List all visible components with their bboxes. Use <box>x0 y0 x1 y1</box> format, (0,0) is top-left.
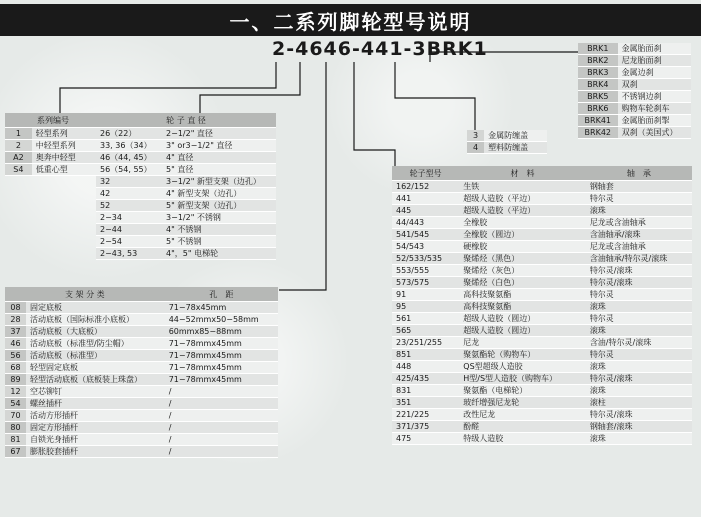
table-row <box>578 115 691 127</box>
table-cell: 67 <box>5 446 26 458</box>
table-cell: 2−43, 53 <box>96 248 162 260</box>
table-cell: 71−78mmx45mm <box>165 362 278 374</box>
table-cell: 553/555 <box>392 265 459 277</box>
table-cell: 超级人造胶（圆边） <box>459 325 586 337</box>
table-cell: H型/S型人造胶（购物车） <box>459 373 586 385</box>
table-cell: 42 <box>96 188 162 200</box>
table-row <box>96 200 276 212</box>
table-row <box>392 205 692 217</box>
table-row <box>96 140 276 152</box>
table-row <box>5 128 101 140</box>
table-cell: 4" 新型支架（边孔） <box>162 188 276 200</box>
connector-cover <box>395 62 475 130</box>
table-row <box>392 313 692 325</box>
table-cell: 钢轴套 <box>586 181 692 193</box>
table-cell: 滚珠 <box>586 433 692 445</box>
table-cell: BRK6 <box>578 103 618 115</box>
table-row <box>5 398 278 410</box>
table-cell: 改性尼龙 <box>459 409 586 421</box>
table-cell: 70 <box>5 410 26 422</box>
connector-bracket <box>279 62 326 290</box>
table-cell: 54 <box>5 398 26 410</box>
table-cell: BRK42 <box>578 127 618 139</box>
table-cell: 自锁光身插杆 <box>26 434 165 446</box>
table-cell: 4" 直径 <box>162 152 276 164</box>
table-cell: / <box>165 398 278 410</box>
table-cell: 活动底板（标准型） <box>26 350 165 362</box>
table-row <box>5 350 278 362</box>
table-row <box>392 301 692 313</box>
table-cell: 565 <box>392 325 459 337</box>
table-cell: 聚氨酯（电梯轮） <box>459 385 586 397</box>
table-cell: 445 <box>392 205 459 217</box>
table-cell: 71−78mmx45mm <box>165 338 278 350</box>
table-row <box>578 79 691 91</box>
table-row <box>392 421 692 433</box>
table-cell: 特尔灵 <box>586 193 692 205</box>
table-row <box>5 152 101 164</box>
table-cell: 4" 不锈钢 <box>162 224 276 236</box>
table-cell: 高科技聚氨酯 <box>459 301 586 313</box>
table-cell: 561 <box>392 313 459 325</box>
table-cell: 不锈钢边刹 <box>618 91 691 103</box>
table-cell: 特尔灵 <box>586 313 692 325</box>
table-cell: 活动方形插杆 <box>26 410 165 422</box>
table-cell: 46 <box>5 338 26 350</box>
table-row <box>96 224 276 236</box>
table-cell: 52 <box>96 200 162 212</box>
table-cell: 滚珠 <box>586 205 692 217</box>
table-row <box>96 113 276 128</box>
table-cell: 尼龙 <box>459 337 586 349</box>
table-cell: 金属胎面刹 <box>618 43 691 55</box>
table-cell: / <box>165 446 278 458</box>
table-cell: / <box>165 410 278 422</box>
table-cell: 371/375 <box>392 421 459 433</box>
table-cell: 中轻型系列 <box>32 140 101 152</box>
table-cell: 44−52mmx50−58mm <box>165 314 278 326</box>
table-row <box>392 166 692 181</box>
table-cell: 聚氨酯轮（购物车） <box>459 349 586 361</box>
table-row <box>578 127 691 139</box>
table-cell: 162/152 <box>392 181 459 193</box>
table-row <box>5 302 278 314</box>
table-row <box>5 164 101 176</box>
table-cell: 尼龙胎面刹 <box>618 55 691 67</box>
table-cell: 生铁 <box>459 181 586 193</box>
table-row <box>5 410 278 422</box>
bearing-header: 轴 承 <box>586 166 692 181</box>
table-cell: 高科技聚氨酯 <box>459 289 586 301</box>
table-cell: 08 <box>5 302 26 314</box>
table-cell: 71−78x45mm <box>165 302 278 314</box>
table-cell: 轻型系列 <box>32 128 101 140</box>
table-cell: 1 <box>5 128 32 140</box>
material-header: 材 料 <box>459 166 586 181</box>
table-row <box>392 409 692 421</box>
table-cell: 46（44, 45） <box>96 152 162 164</box>
table-cell: 541/545 <box>392 229 459 241</box>
table-cell: 2−1/2" 直径 <box>162 128 276 140</box>
table-cell: 23/251/255 <box>392 337 459 349</box>
table-cell: 26（22） <box>96 128 162 140</box>
table-cell: 滚珠 <box>586 301 692 313</box>
table-cell: 221/225 <box>392 409 459 421</box>
table-cell: 特尔灵/滚珠 <box>586 277 692 289</box>
wheel-code-header: 轮子型号 <box>392 166 459 181</box>
table-row <box>392 181 692 193</box>
table-cell: 3−1/2" 不锈钢 <box>162 212 276 224</box>
table-cell: 425/435 <box>392 373 459 385</box>
table-cell: 奥奔中轻型 <box>32 152 101 164</box>
table-cell: 44/443 <box>392 217 459 229</box>
table-cell: 聚烯烃（灰色） <box>459 265 586 277</box>
table-row <box>578 103 691 115</box>
table-cell: 膨胀胶套插杆 <box>26 446 165 458</box>
table-cell: 特尔灵/滚珠 <box>586 373 692 385</box>
series-header: 系列编号 <box>5 113 101 128</box>
table-cell: 3" or3−1/2" 直径 <box>162 140 276 152</box>
bracket-type-header: 支 架 分 类 <box>5 287 165 302</box>
table-cell: 酚醛 <box>459 421 586 433</box>
table-cell: 37 <box>5 326 26 338</box>
model-code: 2-4646-441-3BRK1 <box>272 38 488 60</box>
table-row <box>392 217 692 229</box>
brake-table <box>578 43 691 139</box>
table-row <box>96 164 276 176</box>
table-row <box>392 193 692 205</box>
table-cell: 351 <box>392 397 459 409</box>
table-row <box>96 188 276 200</box>
table-row <box>392 433 692 445</box>
table-cell: 钢轴套/滚珠 <box>586 421 692 433</box>
table-cell: A2 <box>5 152 32 164</box>
wheel-diameter-table <box>96 113 276 260</box>
table-cell: 特级人造胶 <box>459 433 586 445</box>
table-cell: 33, 36（34） <box>96 140 162 152</box>
table-cell: 81 <box>5 434 26 446</box>
table-cell: 831 <box>392 385 459 397</box>
table-row <box>467 142 547 154</box>
table-cell: 金属防缠盖 <box>484 130 547 142</box>
table-cell: 硬橡胶 <box>459 241 586 253</box>
table-row <box>392 361 692 373</box>
wheel-type-table <box>392 166 692 445</box>
table-cell: 91 <box>392 289 459 301</box>
table-cell: 滚珠 <box>586 325 692 337</box>
table-cell: 特尔灵/滚珠 <box>586 409 692 421</box>
table-cell: 475 <box>392 433 459 445</box>
table-cell: 空芯铆钉 <box>26 386 165 398</box>
table-cell: 含油轴承/滚珠 <box>586 229 692 241</box>
table-row <box>392 373 692 385</box>
table-cell: 活动底板（国际标准小底板） <box>26 314 165 326</box>
table-cell: 固定底板 <box>26 302 165 314</box>
table-row <box>5 287 278 302</box>
table-cell: 28 <box>5 314 26 326</box>
table-row <box>96 128 276 140</box>
table-row <box>578 91 691 103</box>
table-cell: 轻型固定底板 <box>26 362 165 374</box>
table-cell: 2−54 <box>96 236 162 248</box>
table-cell: 60mmx85−88mm <box>165 326 278 338</box>
dust-cover-table <box>467 130 547 154</box>
table-cell: 双刹（美国式） <box>618 127 691 139</box>
table-cell: 活动底板（标准型/防尘帽） <box>26 338 165 350</box>
table-cell: 超级人造胶（圆边） <box>459 313 586 325</box>
table-cell: 4"，5" 电梯轮 <box>162 248 276 260</box>
table-cell: 441 <box>392 193 459 205</box>
table-row <box>392 277 692 289</box>
table-cell: BRK41 <box>578 115 618 127</box>
table-cell: 95 <box>392 301 459 313</box>
table-row <box>96 176 276 188</box>
table-cell: 低重心型 <box>32 164 101 176</box>
table-cell: 71−78mmx45mm <box>165 374 278 386</box>
table-row <box>5 374 278 386</box>
table-row <box>578 43 691 55</box>
table-cell: 塑料防缠盖 <box>484 142 547 154</box>
table-cell: 尼龙或含油轴承 <box>586 241 692 253</box>
table-cell: 含油轴承/特尔灵/滚珠 <box>586 253 692 265</box>
table-cell: 聚烯烃（白色） <box>459 277 586 289</box>
table-cell: 68 <box>5 362 26 374</box>
table-row <box>467 130 547 142</box>
table-cell: 5" 直径 <box>162 164 276 176</box>
bracket-table <box>5 287 278 458</box>
table-cell: 滚珠 <box>586 385 692 397</box>
table-row <box>5 338 278 350</box>
table-cell: 全橡胶 <box>459 217 586 229</box>
table-row <box>5 140 101 152</box>
table-row <box>96 248 276 260</box>
connector-series <box>60 62 276 113</box>
table-cell: 2−44 <box>96 224 162 236</box>
table-cell: 56 <box>5 350 26 362</box>
table-row <box>5 422 278 434</box>
table-cell: 尼龙或含油轴承 <box>586 217 692 229</box>
table-row <box>392 337 692 349</box>
table-cell: 滚柱 <box>586 397 692 409</box>
table-cell: 4 <box>467 142 484 154</box>
table-cell: 2−34 <box>96 212 162 224</box>
table-row <box>392 289 692 301</box>
table-row <box>392 241 692 253</box>
table-cell: 滚珠 <box>586 361 692 373</box>
table-cell: 80 <box>5 422 26 434</box>
table-cell: / <box>165 434 278 446</box>
table-row <box>5 446 278 458</box>
table-cell: 金属胎面刹掣 <box>618 115 691 127</box>
table-cell: / <box>165 422 278 434</box>
table-row <box>392 385 692 397</box>
table-cell: 玻纤增强尼龙轮 <box>459 397 586 409</box>
table-cell: 32 <box>96 176 162 188</box>
table-row <box>392 349 692 361</box>
series-table <box>5 113 101 176</box>
table-row <box>5 326 278 338</box>
table-cell: 56（54, 55） <box>96 164 162 176</box>
table-cell: 448 <box>392 361 459 373</box>
table-cell: S4 <box>5 164 32 176</box>
table-cell: 特尔灵 <box>586 289 692 301</box>
table-cell: 573/575 <box>392 277 459 289</box>
table-row <box>5 314 278 326</box>
page-title: 一、二系列脚轮型号说明 <box>0 4 701 36</box>
table-cell: 特尔灵 <box>586 349 692 361</box>
table-row <box>5 434 278 446</box>
table-row <box>578 67 691 79</box>
table-row <box>96 152 276 164</box>
connector-brake <box>430 52 578 62</box>
table-cell: BRK4 <box>578 79 618 91</box>
table-cell: / <box>165 386 278 398</box>
table-cell: 轻型活动底板（底板装上珠盘） <box>26 374 165 386</box>
table-cell: 双刹 <box>618 79 691 91</box>
wheel-diameter-header: 轮 子 直 径 <box>96 113 276 128</box>
table-cell: 全橡胶（圆边） <box>459 229 586 241</box>
table-cell: BRK5 <box>578 91 618 103</box>
table-cell: 金属边刹 <box>618 67 691 79</box>
table-row <box>392 265 692 277</box>
table-row <box>5 362 278 374</box>
table-cell: 71−78mmx45mm <box>165 350 278 362</box>
table-cell: 2 <box>5 140 32 152</box>
table-cell: 购物车轮刹车 <box>618 103 691 115</box>
table-row <box>392 325 692 337</box>
table-row <box>392 253 692 265</box>
table-cell: 3 <box>467 130 484 142</box>
table-cell: 52/533/535 <box>392 253 459 265</box>
table-cell: BRK1 <box>578 43 618 55</box>
table-cell: 851 <box>392 349 459 361</box>
table-cell: 89 <box>5 374 26 386</box>
table-cell: 12 <box>5 386 26 398</box>
table-cell: 聚烯烃（黑色） <box>459 253 586 265</box>
table-row <box>96 212 276 224</box>
table-row <box>96 236 276 248</box>
table-row <box>392 229 692 241</box>
table-cell: 特尔灵/滚珠 <box>586 265 692 277</box>
table-cell: BRK3 <box>578 67 618 79</box>
table-row <box>5 113 101 128</box>
table-cell: QS型超级人造胶 <box>459 361 586 373</box>
table-cell: 含油/特尔灵/滚珠 <box>586 337 692 349</box>
table-cell: 5" 不锈钢 <box>162 236 276 248</box>
table-cell: 活动底板（大底板） <box>26 326 165 338</box>
table-row <box>5 386 278 398</box>
table-row <box>578 55 691 67</box>
table-cell: 3−1/2" 新型支架（边孔） <box>162 176 276 188</box>
connector-wheel <box>354 62 395 166</box>
bracket-hole-header: 孔 距 <box>165 287 278 302</box>
table-cell: 螺丝插杆 <box>26 398 165 410</box>
table-cell: 超级人造胶（平边） <box>459 193 586 205</box>
table-cell: 5" 新型支架（边孔） <box>162 200 276 212</box>
table-cell: 超级人造胶（平边） <box>459 205 586 217</box>
table-cell: 54/543 <box>392 241 459 253</box>
table-cell: BRK2 <box>578 55 618 67</box>
table-cell: 固定方形插杆 <box>26 422 165 434</box>
table-row <box>392 397 692 409</box>
